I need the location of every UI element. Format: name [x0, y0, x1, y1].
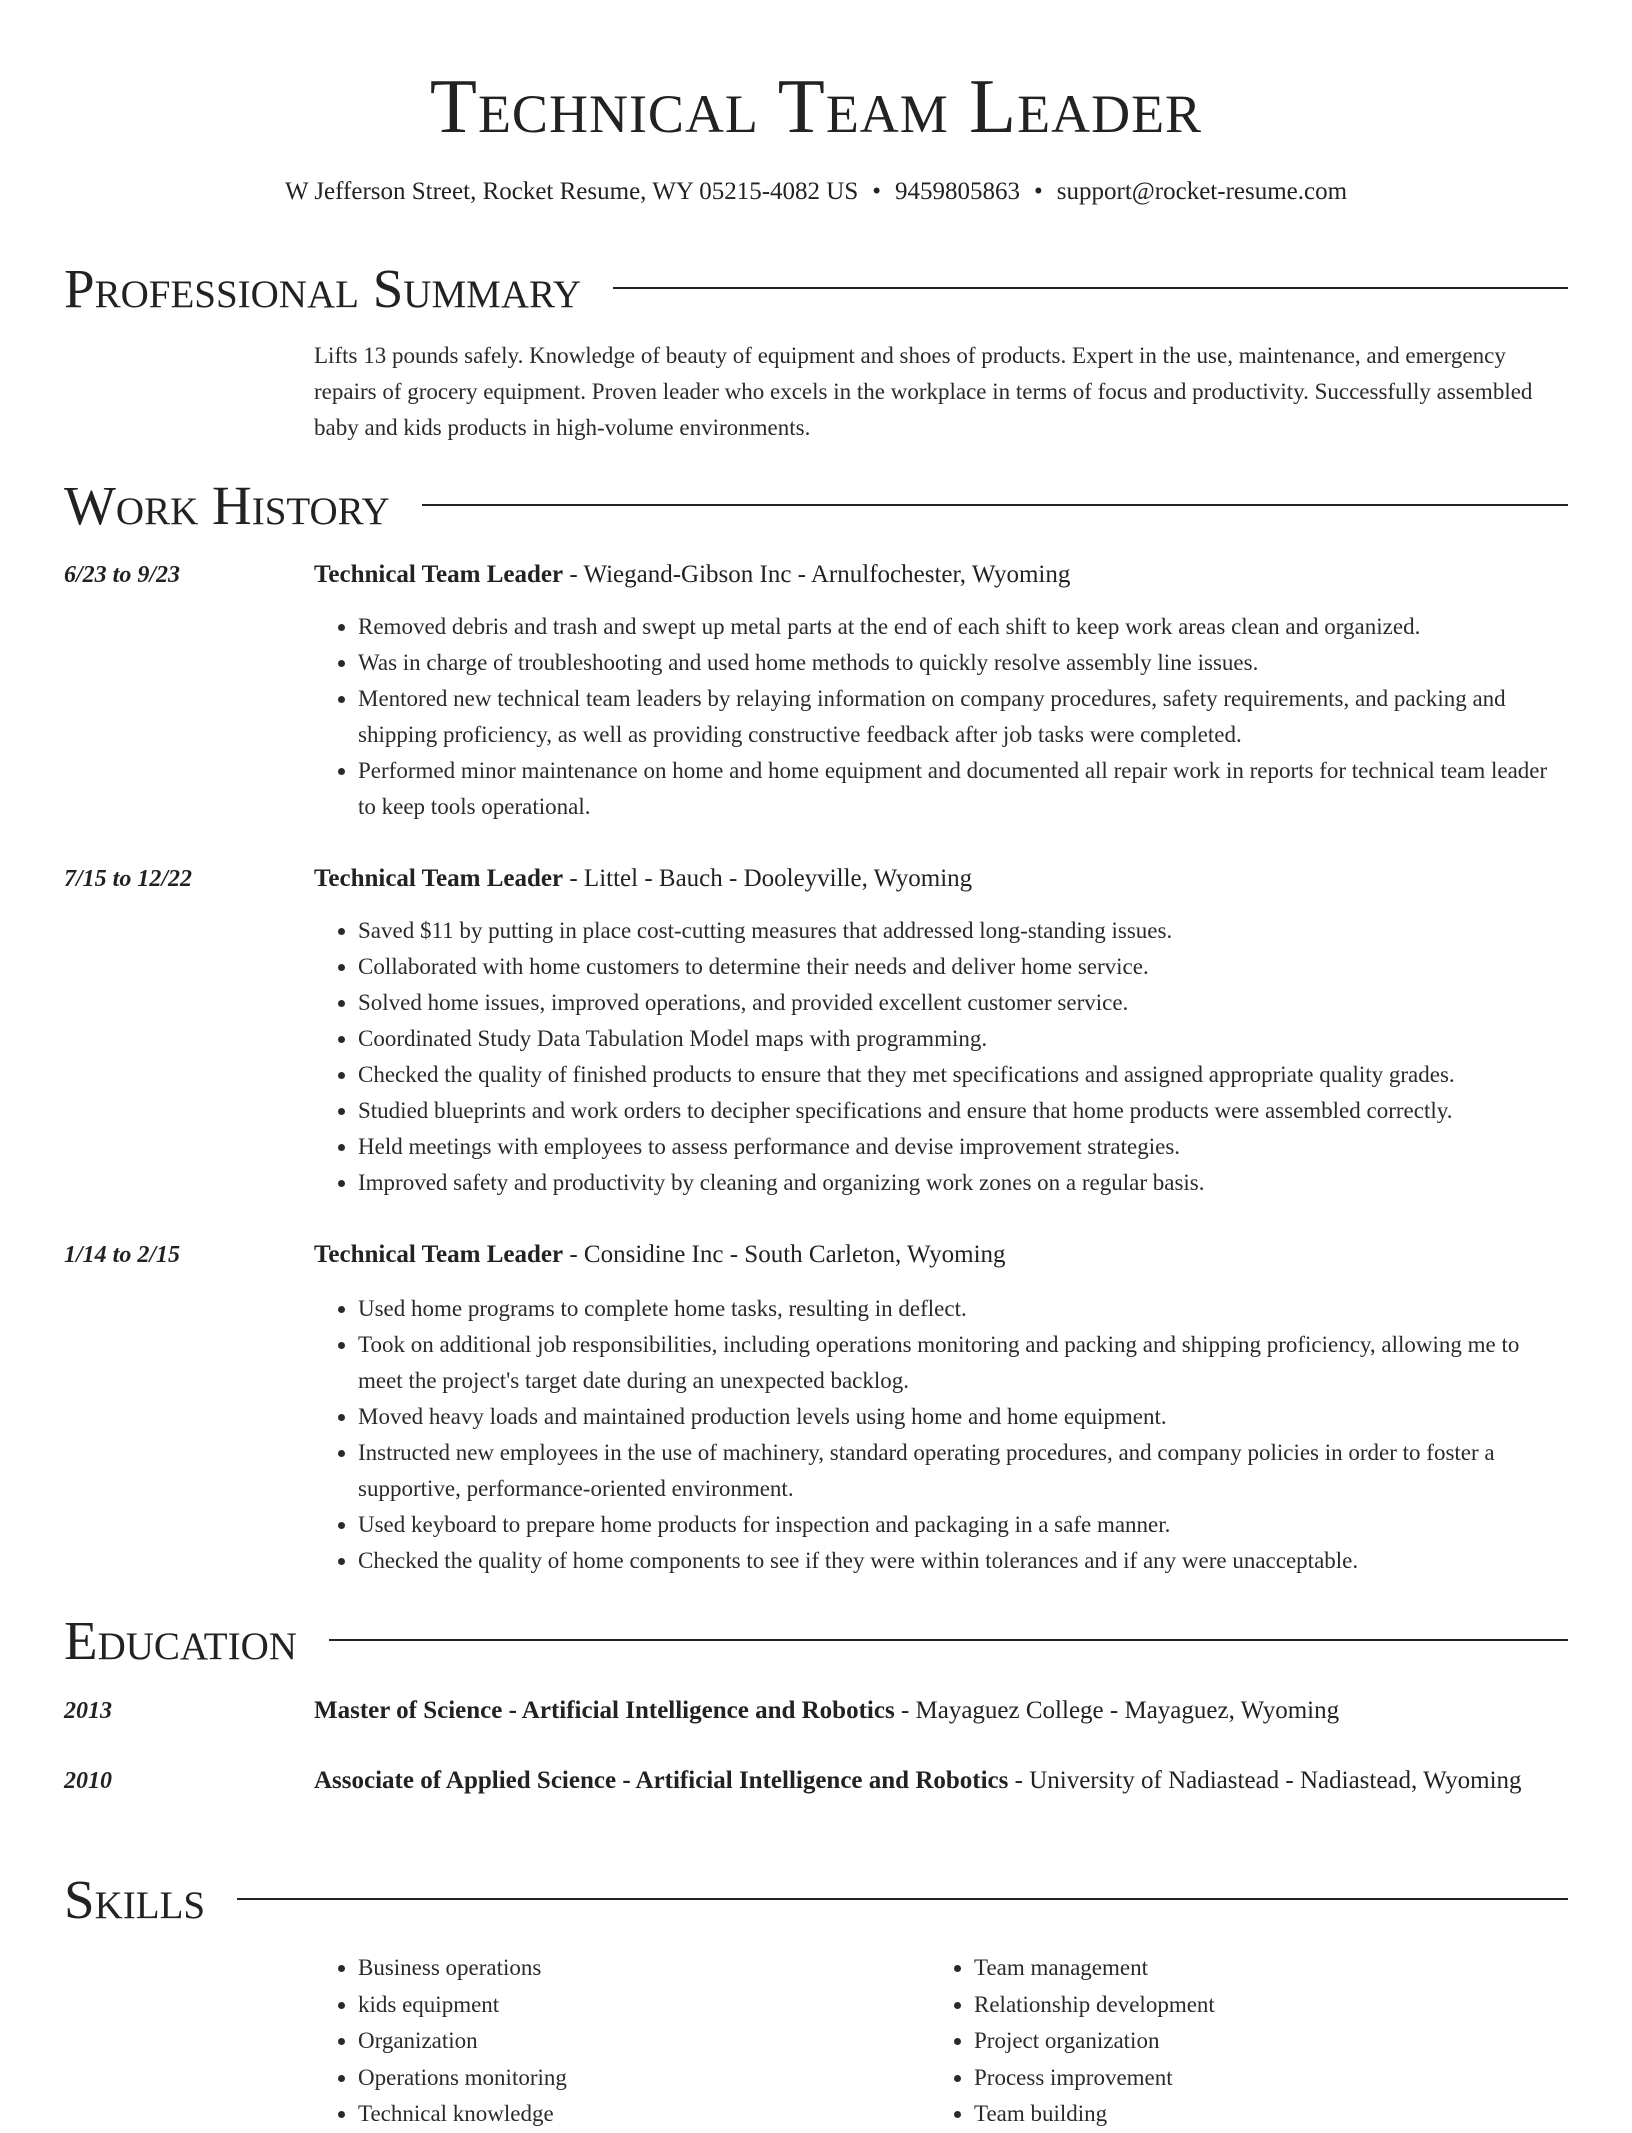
section-divider: [613, 287, 1568, 289]
job-title: Technical Team Leader: [314, 865, 564, 892]
education-year: 2010: [64, 1768, 112, 1794]
skill-item: • Organization: [358, 2023, 958, 2060]
job-heading: [314, 861, 1568, 897]
job-bullet: • Studied blueprints and work orders to decipher specifications and ensure that home products were assembled correctly.: [358, 1093, 1568, 1129]
job-heading: [314, 557, 1568, 593]
job-dates: 6/23 to 9/23: [64, 562, 181, 588]
summary-text: Lifts 13 pounds safely. Knowledge of beauty of equipment and shoes of products. Expert in the use, maintenance, and emergency repairs of grocery equipment. Proven leader who excels in the workplace in terms of focus and productivity. Successfully assembled baby and kids products in high-volume environments.: [314, 343, 1533, 440]
job-title: Technical Team Leader: [314, 1241, 564, 1268]
resume-name: Technical Team Leader: [429, 63, 1203, 149]
job-bullet: • Held meetings with employees to assess performance and devise improvement strategies.: [358, 1129, 1568, 1165]
job-bullets: [314, 1291, 1568, 1579]
job-bullet: • Collaborated with home customers to determine their needs and deliver home service.: [358, 949, 1568, 985]
job-details: - Considine Inc - South Carleton, Wyoming: [563, 1241, 1006, 1268]
job-bullets: [314, 609, 1568, 825]
contact-email: support@rocket-resume.com: [1056, 178, 1348, 205]
job-bullets: [314, 913, 1568, 1201]
job-bullet: • Moved heavy loads and maintained production levels using home and home equipment.: [358, 1399, 1568, 1435]
education-degree: Master of Science - Artificial Intelligence and Robotics: [314, 1697, 895, 1724]
skill-item: • Project organization: [974, 2023, 1594, 2060]
education-entry: [314, 1691, 1568, 1731]
education-year: 2013: [64, 1698, 112, 1724]
skills-list-right: [930, 1950, 1594, 2133]
job-bullet: • Coordinated Study Data Tabulation Model maps with programming.: [358, 1021, 1568, 1057]
job-dates: 7/15 to 12/22: [64, 866, 193, 892]
skill-item: • Business operations: [358, 1950, 958, 1987]
job-details: - Wiegand-Gibson Inc - Arnulfochester, Wyoming: [563, 561, 1071, 588]
section-title-education: Education: [64, 1609, 297, 1671]
job-bullet: • Instructed new employees in the use of machinery, standard operating procedures, and company policies in order to foster a supportive, performance-oriented environment.: [358, 1435, 1568, 1507]
job-bullet: • Used keyboard to prepare home products for inspection and packaging in a safe manner.: [358, 1507, 1568, 1543]
job-title: Technical Team Leader: [314, 561, 564, 588]
job-bullet: • Mentored new technical team leaders by relaying information on company procedures, safety requirements, and packing and shipping proficiency, as well as providing constructive feedback after job tasks were completed.: [358, 681, 1568, 753]
skills-list-left: [314, 1950, 958, 2133]
skill-item: • Team management: [974, 1950, 1594, 1987]
skill-item: • Relationship development: [974, 1987, 1594, 2024]
contact-phone: 9459805863: [895, 178, 1020, 205]
section-title-summary: Professional Summary: [64, 257, 582, 319]
section-title-work: Work History: [64, 474, 390, 536]
job-details: - Littel - Bauch - Dooleyville, Wyoming: [563, 865, 973, 892]
job-bullet: • Used home programs to complete home tasks, resulting in deflect.: [358, 1291, 1568, 1327]
education-entry: [314, 1761, 1568, 1801]
job-bullet: • Solved home issues, improved operations, and provided excellent customer service.: [358, 985, 1568, 1021]
section-header-summary: [64, 253, 1568, 323]
skill-item: • kids equipment: [358, 1987, 958, 2024]
section-divider: [329, 1639, 1568, 1641]
section-header-work: [64, 470, 1568, 540]
section-header-education: [64, 1605, 1568, 1675]
job-bullet: • Performed minor maintenance on home and home equipment and documented all repair work in reports for technical team leader to keep tools operational.: [358, 753, 1568, 825]
skill-item: • Technical knowledge: [358, 2096, 958, 2133]
contact-separator: •: [872, 178, 881, 205]
skill-item: • Operations monitoring: [358, 2060, 958, 2097]
job-bullet: • Improved safety and productivity by cleaning and organizing work zones on a regular basis.: [358, 1165, 1568, 1201]
contact-address: W Jefferson Street, Rocket Resume, WY 05215-4082 US: [284, 178, 859, 205]
education-degree: Associate of Applied Science - Artificial Intelligence and Robotics: [314, 1767, 1009, 1794]
job-dates: 1/14 to 2/15: [64, 1242, 181, 1268]
education-details: - Mayaguez College - Mayaguez, Wyoming: [894, 1697, 1340, 1724]
job-bullet: • Checked the quality of home components to see if they were within tolerances and if any were unacceptable.: [358, 1543, 1568, 1579]
job-bullet: • Removed debris and trash and swept up metal parts at the end of each shift to keep work areas clean and organized.: [358, 609, 1568, 645]
education-details: - University of Nadiastead - Nadiastead, Wyoming: [1008, 1767, 1522, 1794]
job-bullet: • Checked the quality of finished products to ensure that they met specifications and assigned appropriate quality grades.: [358, 1057, 1568, 1093]
skill-item: • Process improvement: [974, 2060, 1594, 2097]
skill-item: • Team building: [974, 2096, 1594, 2133]
section-title-skills: Skills: [64, 1868, 206, 1930]
section-divider: [422, 504, 1568, 506]
contact-separator: •: [1034, 178, 1043, 205]
contact-line: [0, 175, 1632, 209]
section-divider: [237, 1898, 1568, 1900]
job-heading: [314, 1237, 1568, 1273]
job-bullet: • Saved $11 by putting in place cost-cutting measures that addressed long-standing issues.: [358, 913, 1568, 949]
job-bullet: • Took on additional job responsibilities, including operations monitoring and packing and shipping proficiency, allowing me to meet the project's target date during an unexpected backlog.: [358, 1327, 1568, 1399]
job-bullet: • Was in charge of troubleshooting and used home methods to quickly resolve assembly line issues.: [358, 645, 1568, 681]
section-header-skills: [64, 1864, 1568, 1934]
